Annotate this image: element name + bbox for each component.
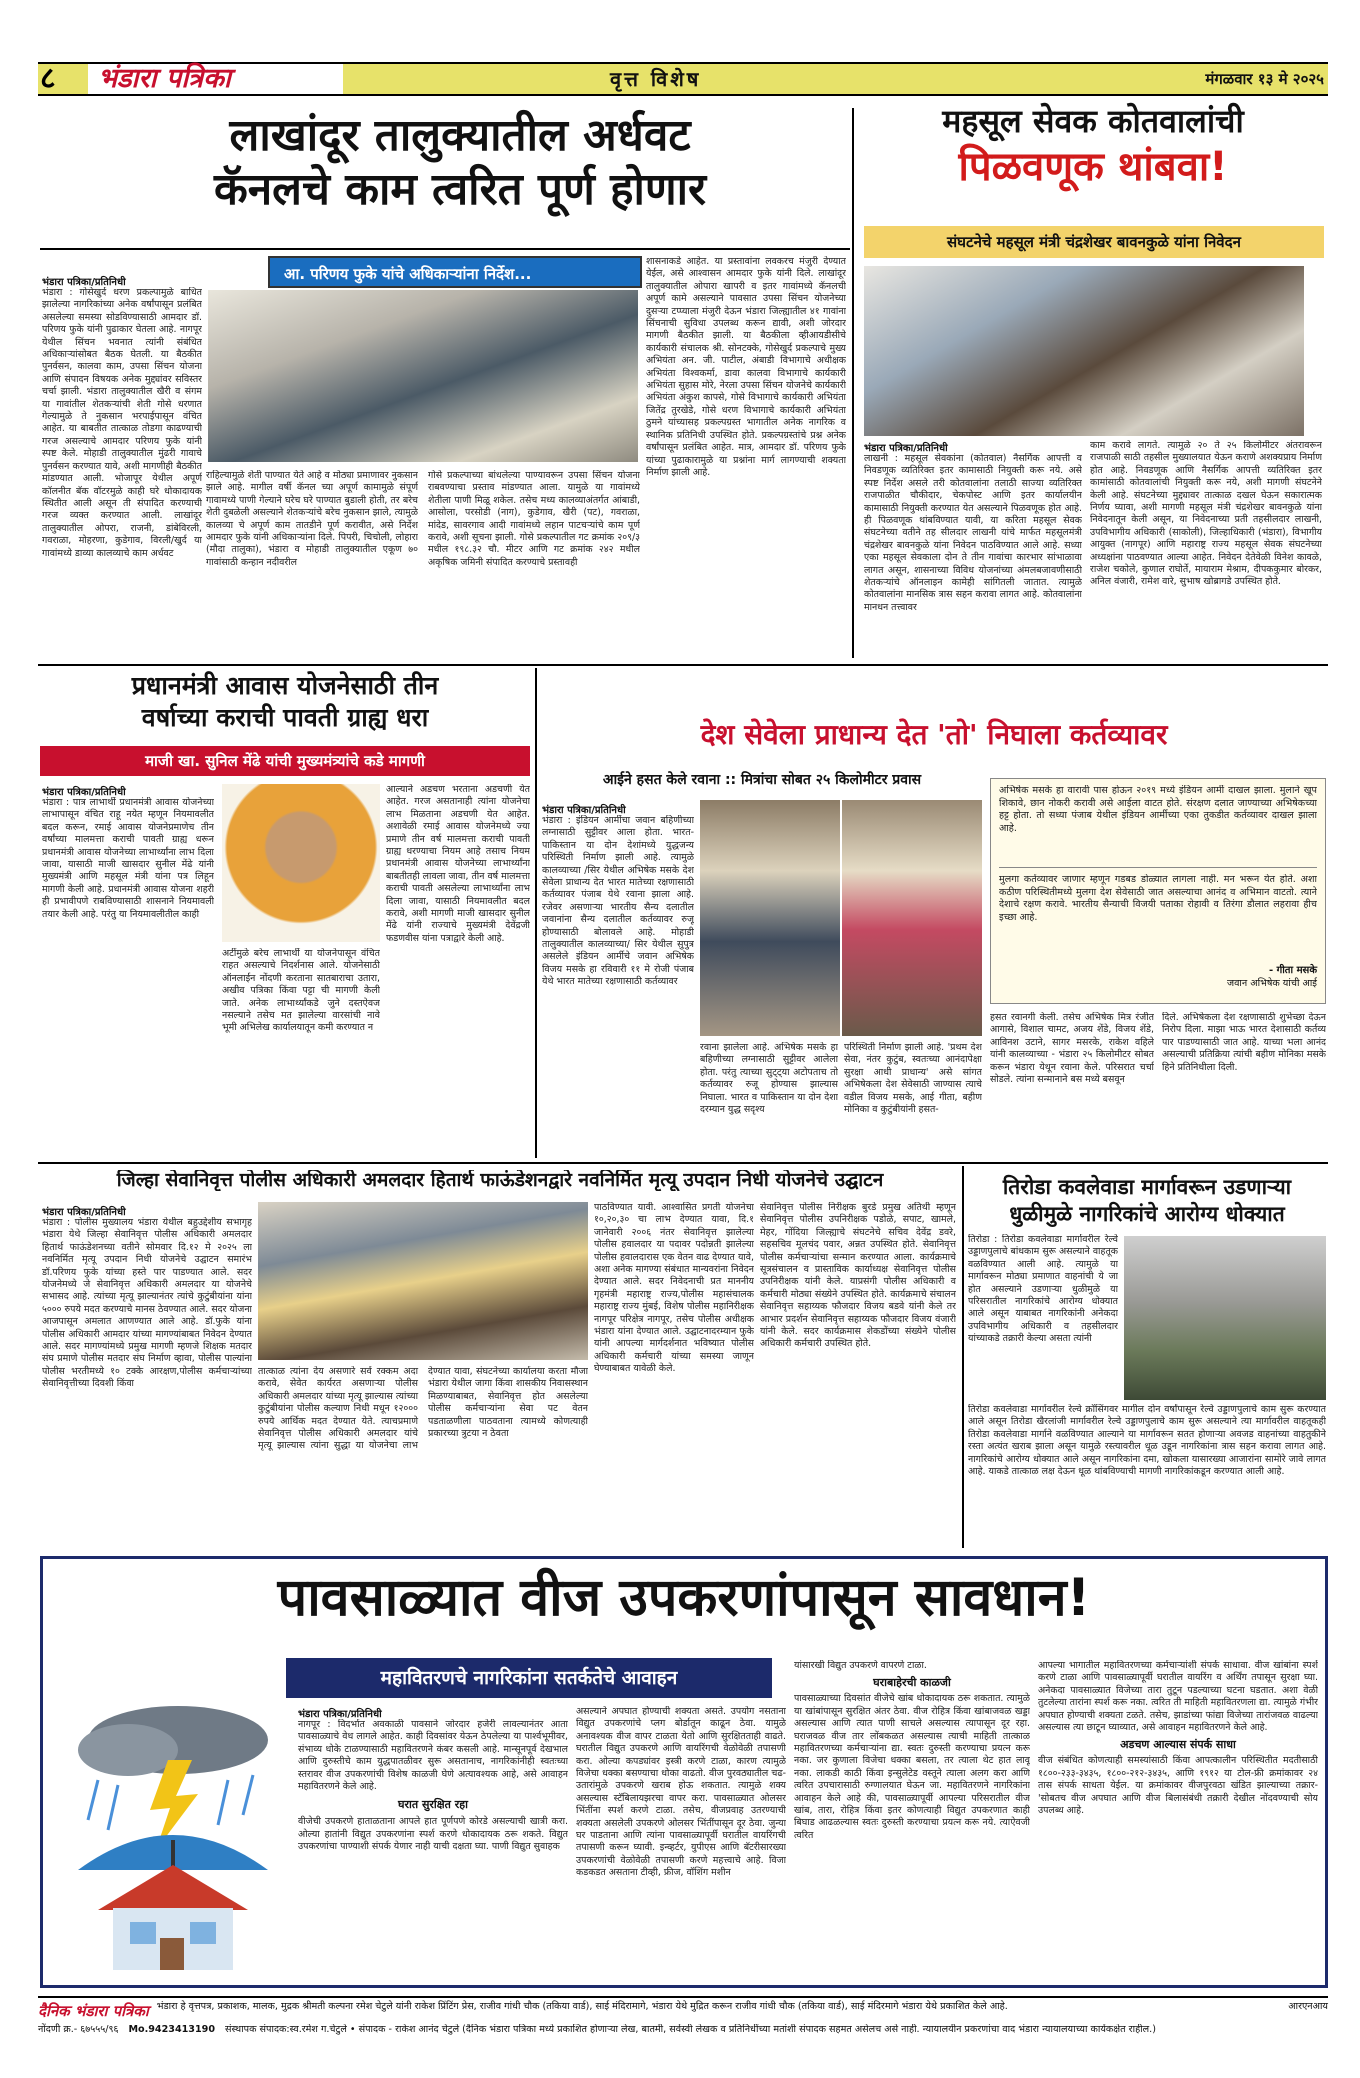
a1-headline-line2: कॅनलचे काम त्वरित पूर्ण होणार	[213, 164, 707, 216]
a7-col1b-text: वीजेची उपकरणे हाताळताना आपले हात पूर्णपणे कोरडे असल्याची खात्री करा. ओल्या हातांनी विद्युत उपकरणांना स्पर्श करणे धोकादायक ठरू शकते. विद्युत उपकरणांचा पाण्याशी संपर्क येणार नाही याची दक्षता घ्या. पाणी विद्युत सुवाहक	[298, 1816, 568, 1853]
footer-regno: आरएनआय	[1288, 2001, 1328, 2012]
paper-name: भंडारा पत्रिका	[88, 64, 343, 94]
a2-col1: लाखनी : महसूल सेवकांना (कोतवाल) नैसर्गिक आपत्ती व निवडणूक व्यतिरिक्त इतर कामासाठी नियुक्ती करू नये. असे स्पष्ट निर्देश असले तरी कोतवालांना तलाठी साज्या व्यतिरिक्त राजपाळीत चौकीदार, चेकपोस्ट आणि इतर कार्यालयीन कामासाठी नियुक्ती करण्यात येत असल्याने पिळवणूक होत आहे. ही पिळवणूक थांबविण्यात यावी, या करिता महसूल सेवक संघटनेच्या वतीने तह सीलदार लाखनी यांचे मार्फत महसूलमंत्री चंद्रशेखर बावनकुळे यांना निवेदन पाठविण्यात आले आहे. सध्या एका महसूल सेवकाला दोन ते तीन गावांचा कारभार सांभाळावा लागत असून, शासनाच्या विविध योजनांच्या अंमलबजावणीसाठी शेतकऱ्यांचे ऑनलाइन कामेही सांगितली जातात. त्यामुळे कोतवालांना मानसिक त्रास सहन करावा लागत आहे. कोतवालांना मानधन तत्त्वावर	[864, 453, 1082, 613]
footer-registration: नोंदणी क्र.- ६७५५५/९६	[38, 2024, 119, 2035]
a3-subhead: माजी खा. सुनिल मेंढे यांची मुख्यमंत्र्यांचे कडे मागणी	[40, 746, 530, 776]
a4-box-sign1: - गीता मसके	[1268, 965, 1317, 976]
a6-headline	[968, 1176, 1326, 1226]
a1-col2: राहिल्यामुळे शेती पाण्यात येते आहे व मोठ्या प्रमाणावर नुकसान झाले आहे. मागील वर्षी कॅनल च्या अपूर्ण कामामुळे संपूर्ण गावामध्ये पाणी गेल्याने घरेच घरे पाण्यात बुडाली होती, तर बरेच शेती दुबळेली असल्याने शेतकऱ्यांचे बरेच नुकसान झाले, त्यामुळे कालव्या चे अपूर्ण काम तातडीने पूर्ण करावीत, असे निर्देश आमदार फुके यांनी अधिकाऱ्यांना दिले. पिपरी, चिचोली, लोहारा (मौदा तालुका), भंडारा व मोहाडी तालुक्यातील एकूण ७० गावांसाठी कन्हान नदीवरील	[206, 470, 418, 568]
section-title: वृत्त विशेष	[610, 67, 702, 91]
a5-photo	[258, 1202, 588, 1360]
a3-col3: आल्याने अडचण भरताना अडचणी येत आहेत. गरज असतानाही त्यांना योजनेचा लाभ मिळताना अडचणी येत आहेत. अशावेळी रमाई आवास योजनेमध्ये ज्या प्रमाणे तीन वर्ष मालमत्ता कराची पावती ग्राह्य धरण्याचा नियम आहे तसाच नियम प्रधानमंत्री आवास योजनेच्या लाभार्थ्यांना बाबतीतही लावला जावा, तीन वर्ष मालमत्ता कराची पावती असलेल्या लाभार्थ्यांना लाभ दिला जावा, यासाठी नियमावलीत बदल करावे, अशी मागणी माजी खासदार सुनील मेंढे यांनी राज्याचे मुख्यमंत्री देवेंद्रजी फडणवीस यांना पत्राद्वारे केली आहे.	[386, 784, 530, 944]
a1-headline-line1: लाखांदूर तालुक्यातील अर्धवट	[229, 110, 691, 161]
a5-col3: पाठविण्यात यावी. आश्वासित प्रगती योजनेचा १०,२०,३० चा लाभ देण्यात यावा, दि.१ जानेवारी २००६ नंतर सेवानिवृत्त झालेल्या पोलीस हवालदार या पदावर पदोन्नती झालेल्या पोलीस हवालदारास एक वेतन वाढ देण्यात यावे, अशा अनेक मागण्या संबंधात मान्यवरांना निवेदन देण्यात आले. सदर निवेदनाची प्रत माननीय गृहमंत्री महाराष्ट्र राज्य,पोलीस महासंचालक महाराष्ट्र राज्य मुंबई, विशेष पोलीस महानिरीक्षक नागपूर परिक्षेत्र नागपूर, तसेच पोलीस अधीक्षक भंडारा यांना देण्यात आले. उद्घाटनादरम्यान फुके यांनी आपल्या मार्गदर्शनात भविष्यात पोलीस अधिकारी कर्मचारी यांच्या समस्या जाणून घेण्याबाबत यावेळी केले.	[594, 1202, 754, 1375]
a3-col2: अटींमुळे बरेच लाभार्थी या योजनेपासून वंचित राहत असल्याचे निदर्शनास आले. योजनेसाठी ऑनलाईन नोंदणी करताना सातबाराचा उतारा, अखीव पत्रिका किंवा पट्टा ची मागणी केली जाते. अनेक लाभार्थ्यांकडे जुने दस्तऐवज नसल्याने तसेच मत झालेल्या वारसांची नावे भूमी अभिलेख कार्यालयातून कमी करण्यात न	[222, 948, 380, 1034]
a3-headline-line2: वर्षाच्या कराची पावती ग्राह्य धरा	[141, 702, 429, 732]
a3-portrait	[222, 784, 380, 942]
horizontal-rule-2	[38, 1162, 1328, 1164]
a7-sub1: घरात सुरक्षित रहा	[398, 1798, 468, 1812]
a7-col2: असल्याने अपघात होण्याची शक्यता असते. उपयोग नसताना विद्युत उपकरणांचे प्लग बोर्डातून काढून ठेवा. यामुळे अनावश्यक वीज वापर टाळता येतो आणि सुरक्षितताही वाढते. घरातील विद्युत उपकरणे आणि वायरिंगची वेळोवेळी तपासणी करा. ओल्या कपड्यांवर इस्त्री करणे टाळा, कारण त्यामुळे विजेचा धक्का बसण्याचा धोका वाढतो. वीज पुरवठ्यातील चढ-उतारांमुळे उपकरणे खराब होऊ शकतात. त्यामुळे शक्य असल्यास स्टॅबिलायझरचा वापर करा. पावसाळ्यात ओलसर भिंतींना स्पर्श करणे टाळा. तसेच, वीजप्रवाह उतरण्याची शक्यता असलेली उपकरणे ओलसर भिंतींपासून दूर ठेवा. जुन्या घर पाडताना आणि त्यांना पावसाळ्यापूर्वी घरातील वायरिंगची तपासणी करून घ्यावी. इन्व्हर्टर, युपीएस आणि बॅटरीसारख्या उपकरणांची वेळोवेळी तपासणी करणे महत्त्वाचे आहे. विजा कडकडत असताना टीव्ही, फ्रीज, वॉशिंग मशीन	[576, 1706, 786, 1879]
storm-house-icon	[58, 1690, 288, 1982]
a1-col1: भंडारा : गोसेखुर्द धरण प्रकल्पामुळे बाधित झालेल्या नागरिकांच्या अनेक वर्षांपासून प्रलंबित असलेल्या समस्या सोडविण्यासाठी आमदार डॉ. परिणय फुके यांनी पुढाकार घेतला आहे. नागपूर येथील सिंचन भवनात त्यांनी संबंधित अधिकाऱ्यांसोबत बैठक घेतली. या बैठकीत पुनर्वसन, कालवा काम, उपसा सिंचन योजना आणि संपादन विषयक अनेक मुद्द्यांवर सविस्तर चर्चा झाली. भंडारा तालुक्यातील खैरी व संगम या गावांतील शेतकऱ्यांची शेती गोसे धरणात गेल्यामुळे ते नुकसान भरपाईपासून वंचित आहेत. या बाबतीत तात्काळ तोडगा काढण्याची गरज असल्याचे आमदार परिणय फुके यांनी स्पष्ट केले. मोहाडी तालुक्यातील मुंढरी गावाचे पुनर्वसन करण्यात यावे, अशी मागणीही बैठकीत मांडण्यात आली. भोजापूर येथील अपूर्ण कॉलनीत बॅक वॉटरमुळे काही घरे धोकादायक स्थितीत आली असून ती संपादित करण्याची गरज व्यक्त करण्यात आली. लाखांदूर तालुक्यातील ओपरा, राजनी, डांबेविरली, गवराळा, मोहरणा, कुडेगाव, विरली/खुर्द या गावांमध्ये डाव्या कालव्याचे काम अर्धवट	[42, 287, 202, 559]
footer-line2: संस्थापक संपादक:स्व.रमेश ग.चेटुले • संपादक - राकेश आनंद चेटुले (दैनिक भंडारा पत्रिका मध्ये प्रकाशित होणाऱ्या लेख, बातमी, सर्वस्वी लेखक व प्रतिनिधींच्या मतांशी संपादक सहमत असेलच असे नाही. न्यायालयीन प्रकरणांचा वाद भंडारा न्यायालयाच्या कार्यकक्षेत राहील.)	[225, 2024, 1156, 2035]
a7-col4-text: आपल्या भागातील महावितरणच्या कर्मचाऱ्यांशी संपर्क साधावा. वीज खांबांना स्पर्श करणे टाळा आणि पावसाळ्यापूर्वी घरातील वायरिंग व अर्थिंग तपासून सुरक्षा घ्या. अनेकदा पावसाळ्यात विजेच्या तारा तुटून पडल्याच्या घटना घडतात. अशा वेळी तुटलेल्या तारांना स्पर्श करू नका. त्वरित ती माहिती महावितरणला द्या. त्यामुळे गंभीर अपघात होण्याची शक्यता टळते. तसेच, झाडांच्या फांद्या विजेच्या तारांजवळ वाढल्या असल्यास त्या छाटून घ्याव्यात, असे आवाहन महावितरणने केले आहे.	[1038, 1660, 1318, 1734]
a4-col2: रवाना झालेला आहे. अभिषेक मसके हा बहिणीच्या लग्नासाठी सुट्टीवर आलेला होता. परंतु त्याच्या सुट्ट्या अटोपताच तो कर्तव्यावर रुजू होण्यास झाल्यास निघाला. भारत व पाकिस्तान या दोन देशा दरम्यान युद्ध सदृश्य	[700, 1042, 838, 1116]
a6-headline-line1: तिरोडा कवलेवाडा मार्गावरून उडणाऱ्या	[1002, 1175, 1292, 1199]
horizontal-rule-1	[38, 664, 1328, 666]
vertical-rule-2	[535, 668, 537, 1158]
a7-byline: भंडारा पत्रिका/प्रतिनिधी	[298, 1709, 382, 1720]
footer-phone: Mo.9423413190	[128, 2024, 216, 2035]
a5-byline: भंडारा पत्रिका/प्रतिनिधी	[42, 1207, 126, 1218]
a4-col1: भंडारा : इंडियन आर्मीचा जवान बहिणीच्या लग्नासाठी सुट्टीवर आला होता. भारत-पाकिस्तान या दोन देशांमध्ये युद्धजन्य परिस्थिती निर्माण झाली आहे. त्यामुळे कालव्याच्या /सिर येथील अभिषेक मसके देश सेवेला प्राधान्य देत भारत मातेच्या रक्षणासाठी कर्तव्यावर पंजाब येथे रवाना झाला आहे. रजेवर असणाऱ्या भारतीय सैन्य दलातील जवानांना सैन्य दलातील कर्तव्यावर रुजू होण्यासाठी बोलावले आहे. मोहाडी तालुक्यातील कालव्याच्या/ सिर येथील सुपुत्र असलेले इंडियन आर्मीचे जवान अभिषेक विजय मसके हा रविवारी ११ मे रोजी पंजाब येथे भारत मातेच्या रक्षणासाठी कर्तव्यावर	[542, 815, 694, 988]
a7-col4	[1038, 1660, 1318, 1982]
a2-col2: काम करावे लागते. त्यामुळे २० ते २५ किलोमीटर अंतरावरून राजपाळी साठी तहसील मुख्यालयात येऊन कराणे अशक्यप्राय निर्माण होत आहे. निवडणूक आणि नैसर्गिक आपत्ती व्यतिरिक्त इतर कामांसाठी कोतवालांची नियुक्ती करू नये, अशी मागणी संघटनेने केली आहे. संघटनेच्या मुद्द्यावर तात्काळ दखल घेऊन सकारात्मक निर्णय घ्यावा, अशी मागणी महसूल मंत्री चंद्रशेखर बावनकुळे यांना निवेदनातून केली असून, या निवेदनाच्या प्रती तहसीलदार लाखनी, उपविभागीय अधिकारी (साकोली), जिल्हाधिकारी (भंडारा), विभागीय आयुक्त (नागपूर) आणि महाराष्ट्र राज्य महसूल सेवक संघटनेच्या अध्यक्षांना पाठवण्यात आल्या आहेत. निवेदन देतेवेळी विनेश कावळे, राजेश चकोले, कुणाल राघोर्ते, मायाराम मेश्राम, दीपककुमार बोरकर, अनिल वंजारी, रामेश वारे, सुभाष खोब्रागडे उपस्थित होते.	[1090, 440, 1322, 588]
page-number: ८	[40, 61, 56, 96]
a5-col2: तात्काळ त्यांना देय असणारे सर्व रक्कम अदा करावे, सेवेत कार्यरत असणाऱ्या पोलीस अधिकारी अमलदार यांच्या मृत्यू झाल्यास त्यांच्या कुटुंबीयांना पोलीस कल्याण निधी मधून १२००० रुपये आर्थिक मदत देण्यात येते. त्याचप्रमाणे सेवानिवृत्त पोलीस अधिकारी अमलदार यांचे मृत्यू झाल्यास त्यांना सुद्धा या योजनेचा लाभ देण्यात यावा, संघटनेच्या कार्यालया करता मौजा भंडारा येथील जागा किंवा शासकीय निवासस्थान मिळण्याबाबत, सेवानिवृत्त होत असलेल्या पोलीस कर्मचाऱ्यांना सेवा पट वेतन पडताळणीला पाठवताना त्यामध्ये कोणत्याही प्रकारच्या त्रुटया न ठेवता	[258, 1366, 588, 1452]
a1-photo-caption: आ. परिणय फुके यांचे अधिकाऱ्यांना निर्देश...	[268, 256, 642, 288]
vertical-rule-3	[962, 1166, 964, 1548]
a4-headline: देश सेवेला प्राधान्य देत 'तो' निघाला कर्तव्यावर	[700, 718, 1168, 751]
footer	[38, 1996, 1328, 2050]
a7-headline: पावसाळ्यात वीज उपकरणांपासून सावधान!	[277, 1568, 1091, 1628]
a1-headline	[80, 112, 840, 215]
a4-photo-left	[700, 800, 840, 1036]
a6-col1: तिरोडा : तिरोडा कवलेवाडा मार्गावरील रेल्वे उड्डाणपुलाचे बांधकाम सुरू असल्याने वाहतूक वळविण्यात आली आहे. त्यामुळे या मार्गावरून मोठ्या प्रमाणात वाहनांची ये जा होत असल्याने उडणाऱ्या धुळीमुळे या परिसरातील नागरिकांचे आरोग्य धोक्यात आले असून याबाबत नागरिकांनी अनेकदा उपविभागीय अधिकारी व तहसीलदार यांच्याकडे तक्रारी केल्या असता त्यांनी	[968, 1234, 1118, 1345]
a2-byline: भंडारा पत्रिका/प्रतिनिधी	[864, 443, 948, 454]
a7-col3	[794, 1660, 1030, 1982]
a1-col3: गोसे प्रकल्पाच्या बांधलेल्या पाण्यावरून उपसा सिंचन योजना राबवण्याचा प्रस्ताव मांडण्यात आला. यामुळे या गावांमध्ये शेतीला पाणी मिळू शकेल. तसेच मध्य कालव्याअंतर्गत आंबाडी, आसोला, परसोडी (नाग), कुडेगाव, खैरी (पट), गवराळा, मांदेड, सावरगाव आदी गावांमध्ये लहान पाटचऱ्यांचे काम पूर्ण करावे, अशी सूचना झाली. गोसे प्रकल्पातील गट क्रमांक २०९/३ मधील १९८.३२ चौ. मीटर आणि गट क्रमांक २४२ मधील अकृषिक जमिनी संपादित करण्याचे प्रस्तावही	[428, 470, 640, 568]
a2-headline-line2: पिळवणूक थांबवा!	[958, 144, 1228, 191]
a4-box	[990, 778, 1326, 1004]
a4-box-text2: मुलगा कर्तव्यावर जाणार म्हणून गडबड डोळ्यात लागला नाही. मन भरून येत होते. अशा कठीण परिस्थितीमध्ये मुलगा देश सेवेसाठी जात असल्याचा आनंद व अभिमान वाटतो. त्याने देशाचे रक्षण करावे. भारतीय सैन्याची विजयी पताका रोहावी व तिरंगा डौलात लहरावा हीच इच्छा आहे.	[999, 874, 1317, 923]
a7-col4b-text: वीज संबंधित कोणत्याही समस्यांसाठी किंवा आपत्कालीन परिस्थितीत मदतीसाठी १८००-२३३-३४३५, १८००-२१२-३४३५, आणि १९१२ या टोल-फ्री क्रमांकावर २४ तास संपर्क साधता येईल. या क्रमांकावर वीजपुरवठा खंडित झाल्याच्या तक्रार-'सोबतच वीज अपघात आणि वीज बिलासंबंधी तक्रारी देखील नोंदवण्याची सोय उपलब्ध आहे.	[1038, 1755, 1318, 1817]
a1-byline: भंडारा पत्रिका/प्रतिनिधी	[42, 277, 126, 288]
a5-col1: भंडारा : पोलीस मुख्यालय भंडारा येथील बहुउद्देशीय सभागृह भंडारा येथे जिल्हा सेवानिवृत्त पोलीस अधिकारी अमलदार हितार्थ फाऊंडेशनच्या वतीने सोमवार दि.१२ मे २०२५ ला नवनिर्मित मृत्यू उपदान निधी योजनेचे उद्घाटन समारंभ डॉ.परिणय फुके यांच्या हस्ते पार पाडण्यात आले. सदर योजनेमध्ये जे सेवानिवृत्त अधिकारी अमलदार या योजनेचे सभासद आहे. त्यांच्या मृत्यू झाल्यानंतर त्यांचे कुटुंबीयांना यांना ५००० रुपये मदत करण्याचे मानस ठेवण्यात आले. सदर योजना आजपासून अमलात आणण्यात आले आहे. डॉ.फुके यांना पोलीस अधिकारी आमदार यांच्या मागण्यांबाबत निवेदन देण्यात आले. सदर मागण्यांमध्ये प्रमुख मागणी म्हणजे शिक्षक मतदार संघ प्रमाणे पोलीस मतदार संघ निर्माण व्हावा, पोलीस पाल्यांना पोलीस भरतीमध्ये १० टक्के आरक्षण,पोलीस कर्मचाऱ्यांच्या सेवानिवृत्तीच्या दिवशी किंवा	[42, 1217, 252, 1390]
a6-headline-line2: धुळीमुळे नागरिकांचे आरोग्य धोक्यात	[1009, 1202, 1285, 1227]
a3-headline	[40, 672, 530, 731]
storm-house-illustration	[58, 1690, 288, 1982]
issue-date: मंगळवार १३ मे २०२५	[1205, 70, 1324, 88]
a4-subhead: आईने हसत केले रवाना :: मित्रांचा सोबत २५ किलोमीटर प्रवास	[602, 772, 922, 788]
footer-masthead: दैनिक भंडारा पत्रिका	[38, 2002, 149, 2020]
a7-sub2: घराबाहेरची काळजी	[873, 1676, 951, 1690]
a1-col4: शासनाकडे आहेत. या प्रस्तावांना लवकरच मंजुरी देण्यात येईल, असे आश्वासन आमदार फुके यांनी दिले. लाखांदूर तालुक्यातील ओपारा खापरी व इतर गावांमध्ये कॅनलची अपूर्ण कामे असल्याने पावसात उपसा सिंचन योजनेच्या दुसऱ्या टप्प्याला मंजुरी देऊन भंडारा जिल्ह्यातील ४१ गावांना सिंचनाची सुविधा उपलब्ध करून द्यावी, अशी जोरदार मागणी बैठकीत झाली. या बैठकीला व्हीआयडीसीचे कार्यकारी संचालक श्री. सोनटक्के, गोसेखुर्द प्रकल्पाचे मुख्य अभियंता अन. जी. पाटील, अंबाडी विभागाचे अधीक्षक अभियंता विश्वकर्मा, डावा कालवा विभागाचे कार्यकारी अभियंता सुहास मोरे, नेरला उपसा सिंचन योजनेचे कार्यकारी अभियंता अंकुश कापसे, गोसे विभागाचे कार्यकारी अभियंता जितेंद्र तुरखेडे, गोसे धरण विभागाचे कार्यकारी अभियंता ठुमने यांच्यासह प्रकल्पग्रस्त भागातील अनेक नागरिक व स्थानिक प्रतिनिधी उपस्थित होते. प्रकल्पग्रस्तांचे प्रश्न अनेक वर्षांपासून प्रलंबित आहेत. मात्र, आमदार डॉ. परिणय फुके यांच्या पुढाकारामुळे या प्रश्नांना मार्ग लागण्याची शक्यता निर्माण झाली आहे.	[646, 256, 846, 478]
a4-box-sign2: जवान अभिषेक यांची आई	[1226, 978, 1317, 989]
a3-col1: भंडारा : पात्र लाभार्थी प्रधानमंत्री आवास योजनेच्या लाभापासून वंचित राहू नयेत म्हणून नियमावलीत बदल करून, रमाई आवास योजनेप्रमाणेच तीन वर्षांच्या मालमत्ता कराची पावती ग्राह्य धरून प्रधानमंत्री आवास योजनेच्या लाभार्थ्यांना लाभ दिला जावा, यासाठी माजी खासदार सुनील मेंढे यांनी मुख्यमंत्री आणि महसूल मंत्री यांना पत्र लिहून मागणी केली आहे. प्रधानमंत्री आवास योजना शहरी ही प्रभावीपणे राबविण्यासाठी शासनाने नियमावली तयार केली आहे. परंतु या नियमावलीतील काही	[42, 797, 214, 920]
a3-headline-line1: प्रधानमंत्री आवास योजनेसाठी तीन	[131, 671, 439, 700]
footer-line1: भंडारा हे वृत्तपत्र, प्रकाशक, मालक, मुद्रक श्रीमती कल्पना रमेश चेटुले यांनी राकेश प्रिंटिंग प्रेस, राजीव गांधी चौक (तकिया वार्ड), साई मंदिरामागे, भंडारा येथे मुद्रित करून राजीव गांधी चौक (तकिया वार्ड), साई मंदिरमागे भंडारा येथे प्रकाशित केले आहे.	[156, 2001, 1008, 2012]
a1-photo	[208, 290, 638, 462]
a6-photo	[1124, 1236, 1326, 1400]
a4-col4: हसत रवानगी केली. तसेच अभिषेक मित्र रंजीत आगासे, विशाल चामट, अजय शेंडे, विजय शेंडे, आविनश उटाने, सागर मसरके, राकेश वहिले यांनी कालव्याच्या - भंडारा २५ किलोमीटर सोबत करून भंडारा येथून रवाना केले. परिसरात चर्चा सोडले. त्यांना सन्मानाने बस मध्ये बसवून	[990, 1012, 1154, 1086]
a5-headline: जिल्हा सेवानिवृत्त पोलीस अधिकारी अमलदार हितार्थ फाऊंडेशनद्वारे नवनिर्मित मृत्यू उपदान निधी योजनेचे उद्घाटन	[116, 1170, 884, 1191]
a1-divider	[40, 248, 850, 250]
a4-col5: दिले. अभिषेकला देश रक्षणासाठी शुभेच्छा देऊन निरोप दिला. माझा भाऊ भारत देशासाठी कर्तव्य पार पाडण्यासाठी जात आहे. याच्या भला आनंद असल्याची प्रतिक्रिया त्यांची बहीण मोनिका मसके हिने प्रतिनिधीला दिली.	[1162, 1012, 1326, 1073]
a5-col4: सेवानिवृत्त पोलीस निरीक्षक बुरडे प्रमुख अतिथी म्हणून सेवानिवृत्त पोलीस उपनिरीक्षक पडोळे, सपाट, खामले, मेहर, गोंदिया जिल्ह्याचे संघटनेचे सचिव देवेंद्र डवरे, सहसचिव मूलचंद पवार, अन्नत उपस्थित होते. सेवानिवृत्त पोलीस कर्मचाऱ्यांचा सन्मान करण्यात आला. कार्यक्रमाचे सूत्रसंचालन व प्रास्ताविक कार्याध्यक्ष सेवानिवृत्त पोलीस उपनिरीक्षक यांनी केले. याप्रसंगी पोलीस अधिकारी व कर्मचारी मोठ्या संख्येने उपस्थित होते. कार्यक्रमाचे संचालन सेवानिवृत्त सहाय्यक फौजदार विजय बडवे यांनी केले तर आभार प्रदर्शन सेवानिवृत्त सहाय्यक फौजदार विजय वंजारी यांनी केले. सदर कार्यक्रमास शेकडोंच्या संख्येने पोलीस अधिकारी कर्मचारी उपस्थित होते.	[760, 1202, 956, 1350]
a2-headline	[858, 104, 1328, 189]
a7-col1-text: नागपूर : विदर्भात अवकाळी पावसाने जोरदार हजेरी लावल्यानंतर आता पावसाळ्याचे वेध लागले आहेत. काही दिवसांवर येऊन ठेपलेल्या या पार्श्वभूमीवर, संभाव्य धोके टाळण्यासाठी महावितरणने कंबर कसली आहे. मान्सूनपूर्व देखभाल आणि दुरुस्तीचे काम युद्धपातळीवर सुरू असतानाच, नागरिकांनीही स्वतःच्या स्तरावर वीज उपकरणांची विशेष काळजी घेणे अत्यावश्यक आहे, असे आवाहन महावितरणने केले आहे.	[298, 1719, 568, 1793]
a2-subhead: संघटनेचे महसूल मंत्री चंद्रशेखर बावनकुळे यांना निवेदन	[864, 226, 1324, 258]
a4-box-text1: अभिषेक मसके हा वारावी पास होऊन २०१९ मध्ये इंडियन आर्मी दाखल झाला. मुलाने खूप शिकावे, छान नोकरी करावी असे आईला वाटत होते. संरक्षण दलात जाण्याच्या अभिषेकच्या हट्ट होता. तो सध्या पंजाब येथील इंडियन आर्मीच्या एका तुकडीत कर्तव्यावर दाखल झाला आहे.	[999, 785, 1317, 834]
a7-col3-text: यांसारखी विद्युत उपकरणे वापरणे टाळा.	[794, 1660, 927, 1671]
a6-col2: तिरोडा कवलेवाडा मार्गावरील रेल्वे क्रॉसिंगवर मागील दोन वर्षांपासून रेल्वे उड्डाणपुलाचे काम सुरू करण्यात आले असून तिरोडा खैरलांजी मार्गावरील रेल्वे उड्डाणपुलाचे काम सुरू असल्याने त्या मार्गावरील वाहतूकही तिरोडा कवलेवाडा मार्गाने वळविण्यात आल्याने या मार्गावरून सतत होणाऱ्या अवजड वाहनांच्या वाहतुकीने रस्ता अत्यंत खराब झाला असून यामुळे रस्त्यावरील धूळ उडून नागरिकांना त्रास सहन करावा लागत आहे. नागरिकांचे आरोग्य धोक्यात आले असून नागरिकांना दमा, खोकला यासारख्या आजारांना सामोरे जावे लागत आहे. याकडे तात्काळ लक्ष देऊन धूळ थांबविण्याची मागणी नागरिकांकडून करण्यात आली आहे.	[968, 1404, 1326, 1478]
a2-photo	[864, 266, 1304, 436]
a7-subhead: महावितरणचे नागरिकांना सतर्कतेचे आवाहन	[286, 1658, 772, 1698]
a3-byline: भंडारा पत्रिका/प्रतिनिधी	[42, 787, 126, 798]
a7-col3b-text: पावसाळ्याच्या दिवसांत वीजेचे खांब धोकादायक ठरू शकतात. त्यामुळे या खांबांपासून सुरक्षित अंतर ठेवा. वीज रोहित्र किंवा खांबाजवळ खड्डा असल्यास आणि त्यात पाणी साचले असल्यास त्यापासून दूर रहा. घराजवळ वीज तार लोंबकळत असल्यास त्याची माहिती तात्काळ महावितरणच्या कर्मचाऱ्यांना द्या. स्वतः दुरुस्ती करण्याचा प्रयत्न करू नका. जर कुणाला विजेचा धक्का बसला, तर त्याला थेट हात लावू नका. लाकडी काठी किंवा इन्सुलेटेड वस्तूने त्याला अलग करा आणि त्वरित उपचारासाठी रुग्णालयात घेऊन जा. महावितरणने नागरिकांना आवाहन केले आहे की, पावसाळ्यापूर्वी आपल्या परिसरातील वीज खांब, तारा, रोहित्र किंवा इतर कोणत्याही विद्युत उपकरणात काही बिघाड आढळल्यास स्वतः दुरुस्ती करण्याचा प्रयत्न करू नये. त्याऐवजी त्वरित	[794, 1693, 1030, 1841]
a7-col1	[298, 1719, 568, 1981]
a4-col3: परिस्थिती निर्माण झाली आहे. 'प्रथम देश सेवा, नंतर कुटुंब, स्वतःच्या आनंदापेक्षा सुरक्षा आधी प्राधान्य' असे सांगत अभिषेकला देश सेवेसाठी जाण्यास त्याचे वडील विजय मसके, आई गीता, बहीण मोनिका व कुटुंबीयांनी हसत-	[844, 1042, 982, 1116]
vertical-rule-1	[852, 108, 854, 658]
a4-photo-right	[842, 800, 982, 1036]
a4-byline: भंडारा पत्रिका/प्रतिनिधी	[542, 805, 626, 816]
a2-headline-line1: महसूल सेवक कोतवालांची	[942, 102, 1244, 140]
a7-sub3: अडचण आल्यास संपर्क साधा	[1120, 1738, 1236, 1752]
